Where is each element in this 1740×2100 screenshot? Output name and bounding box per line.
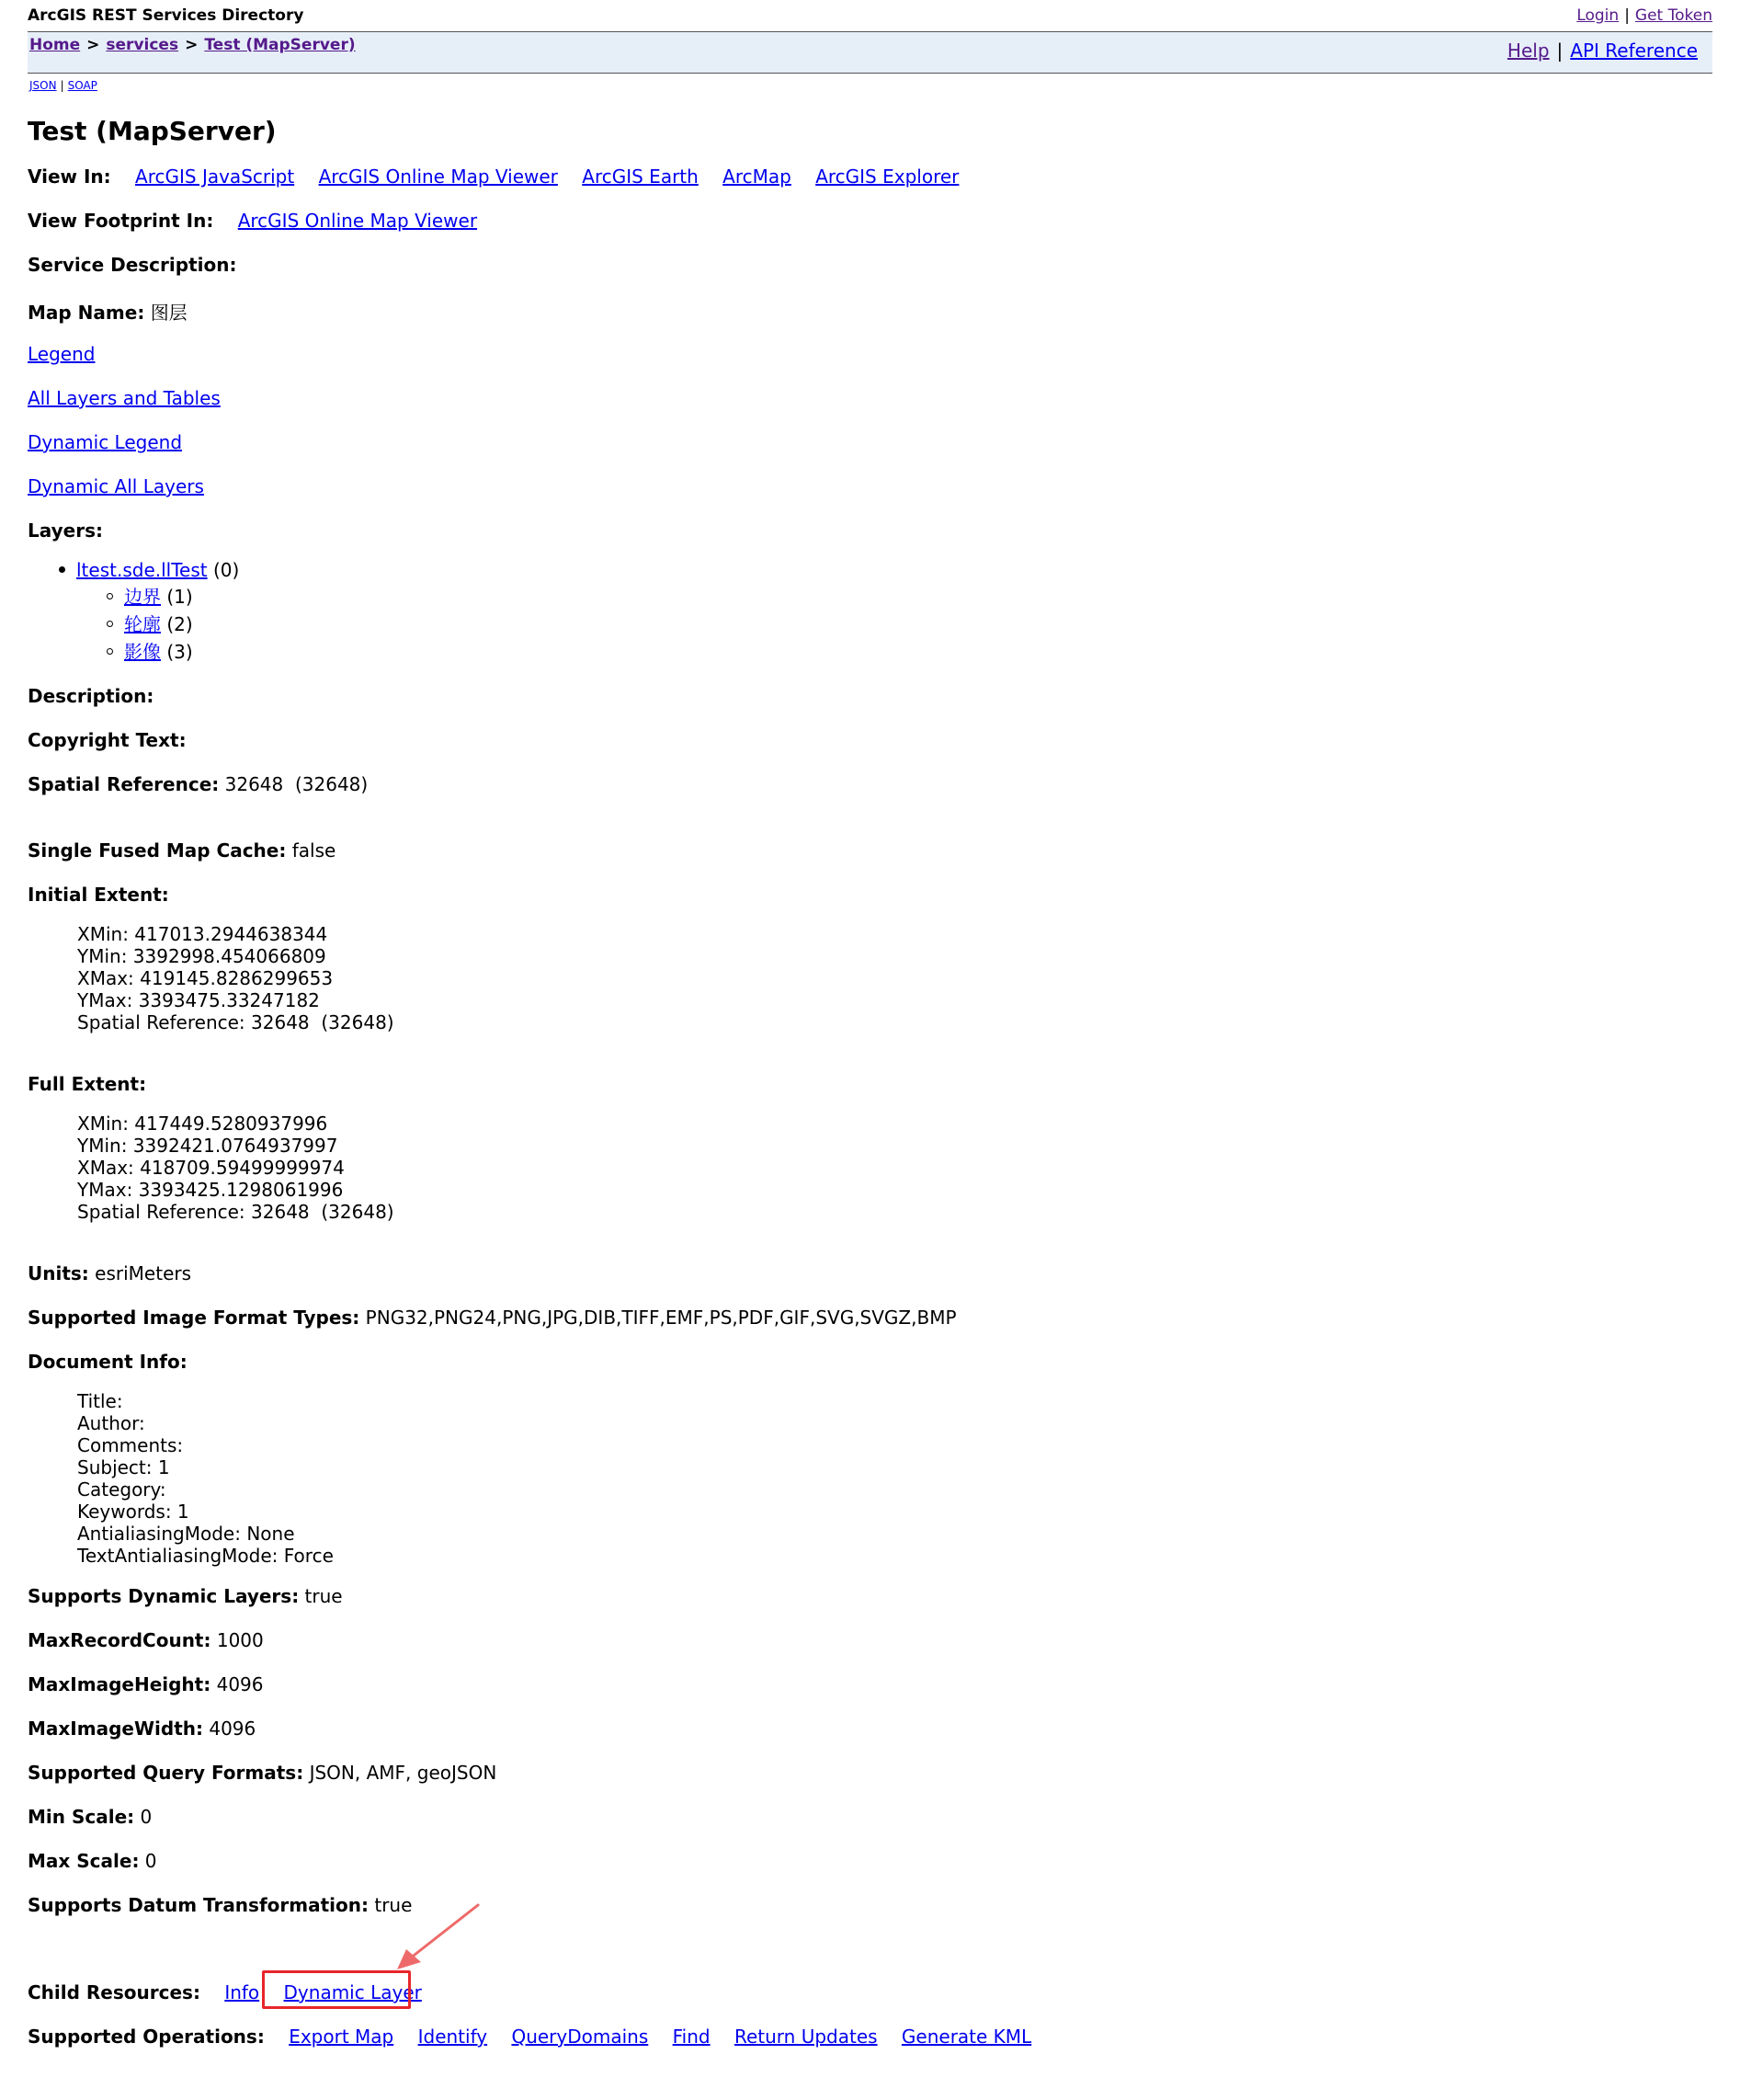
full-xmax: XMax: 418709.59499999974	[77, 1157, 345, 1179]
spatial-reference-row	[28, 773, 368, 795]
min-scale-value: 0	[140, 1806, 153, 1828]
document-info-values	[77, 1390, 334, 1567]
doc-title: Title:	[77, 1390, 123, 1412]
query-formats-label: Supported Query Formats:	[28, 1762, 304, 1784]
initial-extent-row	[28, 884, 169, 906]
layer-link-2[interactable]: 轮廓	[124, 613, 161, 635]
soap-link[interactable]: SOAP	[67, 79, 97, 92]
document-info-row	[28, 1351, 188, 1373]
nav-bar	[28, 32, 1712, 74]
layer-id: (1)	[166, 586, 193, 608]
layer-id: (3)	[166, 641, 193, 663]
initial-extent-values	[77, 923, 394, 1033]
info-link[interactable]: Info	[224, 1981, 260, 2003]
units-row	[28, 1262, 191, 1284]
dynamic-all-layers-row	[28, 475, 204, 497]
login-link[interactable]: Login	[1576, 6, 1620, 25]
image-formats-row	[28, 1307, 957, 1329]
query-formats-value: JSON, AMF, geoJSON	[309, 1762, 497, 1784]
dynamic-all-layers-link[interactable]: Dynamic All Layers	[28, 475, 204, 497]
full-ymin: YMin: 3392421.0764937997	[77, 1135, 338, 1157]
full-extent-values	[77, 1113, 394, 1223]
generate-kml-link[interactable]: Generate KML	[901, 2026, 1032, 2048]
footprint-online-map-viewer-link[interactable]: ArcGIS Online Map Viewer	[237, 210, 478, 232]
legend-link[interactable]: Legend	[28, 343, 96, 365]
supports-dynamic-layers-row	[28, 1585, 343, 1607]
view-in-arcgis-explorer-link[interactable]: ArcGIS Explorer	[815, 165, 960, 188]
copyright-row	[28, 729, 187, 751]
max-image-width-value: 4096	[209, 1718, 256, 1740]
arrow-icon	[386, 1901, 487, 1975]
max-record-count-value: 1000	[216, 1629, 264, 1651]
auth-links	[1576, 6, 1712, 25]
layer-link-0[interactable]: ltest.sde.llTest	[76, 559, 208, 581]
service-description-label: Service Description:	[28, 254, 237, 276]
spatial-reference-label: Spatial Reference:	[28, 773, 220, 795]
breadcrumb-arrow: >	[185, 36, 199, 54]
view-in-arcgis-javascript-link[interactable]: ArcGIS JavaScript	[135, 165, 295, 188]
layer-id: (2)	[166, 613, 193, 635]
breadcrumb-arrow: >	[86, 36, 100, 54]
single-fused-cache-value: false	[291, 839, 336, 862]
dynamic-layer-link[interactable]: Dynamic Layer	[283, 1981, 422, 2003]
legend-row	[28, 343, 95, 365]
image-formats-label: Supported Image Format Types:	[28, 1307, 360, 1329]
doc-antialiasing: AntialiasingMode: None	[77, 1523, 295, 1545]
doc-text-antialiasing: TextAntialiasingMode: Force	[77, 1545, 334, 1567]
supports-dynamic-layers-value: true	[304, 1585, 343, 1607]
help-links	[1507, 40, 1698, 62]
help-link[interactable]: Help	[1507, 40, 1550, 62]
view-in-online-map-viewer-link[interactable]: ArcGIS Online Map Viewer	[318, 165, 558, 188]
copyright-label: Copyright Text:	[28, 729, 187, 751]
initial-xmin: XMin: 417013.2944638344	[77, 923, 328, 945]
dynamic-legend-link[interactable]: Dynamic Legend	[28, 431, 183, 453]
breadcrumb-current[interactable]: Test (MapServer)	[204, 36, 356, 54]
layer-item	[107, 610, 193, 636]
max-image-width-label: MaxImageWidth:	[28, 1718, 203, 1740]
full-extent-row	[28, 1073, 146, 1095]
spatial-reference-value: 32648 (32648)	[224, 773, 369, 795]
view-in-arcgis-earth-link[interactable]: ArcGIS Earth	[582, 165, 699, 188]
view-in-row	[28, 165, 959, 188]
all-layers-link[interactable]: All Layers and Tables	[28, 387, 221, 409]
find-link[interactable]: Find	[672, 2026, 711, 2048]
return-updates-link[interactable]: Return Updates	[734, 2026, 878, 2048]
max-scale-row	[28, 1850, 157, 1872]
page-title: Test (MapServer)	[28, 116, 277, 146]
description-row	[28, 685, 154, 707]
supports-dynamic-layers-label: Supports Dynamic Layers:	[28, 1585, 300, 1607]
doc-comments: Comments:	[77, 1434, 184, 1456]
circle-bullet-icon	[107, 648, 113, 655]
directory-title: ArcGIS REST Services Directory	[28, 6, 304, 25]
layer-link-3[interactable]: 影像	[124, 641, 161, 663]
layers-row	[28, 519, 103, 542]
service-description-row	[28, 254, 236, 276]
single-fused-cache-label: Single Fused Map Cache:	[28, 839, 287, 862]
layer-item	[59, 559, 239, 581]
circle-bullet-icon	[107, 621, 113, 627]
link-separator: |	[1556, 40, 1564, 62]
disc-bullet-icon	[59, 566, 65, 573]
description-label: Description:	[28, 685, 154, 707]
full-ymax: YMax: 3393425.1298061996	[77, 1179, 344, 1201]
view-in-label: View In:	[28, 165, 111, 188]
document-info-label: Document Info:	[28, 1351, 188, 1373]
link-separator: |	[1624, 6, 1630, 25]
format-links	[29, 79, 97, 92]
supported-operations-row	[28, 2026, 1031, 2048]
annotation-highlight-box	[262, 1970, 411, 2009]
link-separator: |	[60, 79, 64, 92]
identify-link[interactable]: Identify	[417, 2026, 488, 2048]
units-label: Units:	[28, 1262, 89, 1284]
circle-bullet-icon	[107, 593, 113, 599]
map-name-label: Map Name:	[28, 302, 145, 324]
layer-item	[107, 637, 193, 664]
max-image-width-row	[28, 1718, 256, 1740]
breadcrumb-home[interactable]: Home	[29, 36, 81, 54]
map-name-row	[28, 298, 188, 325]
single-fused-cache-row	[28, 839, 335, 862]
api-reference-link[interactable]: API Reference	[1570, 40, 1698, 62]
max-image-height-value: 4096	[216, 1673, 264, 1695]
layer-link-1[interactable]: 边界	[124, 586, 161, 608]
json-link[interactable]: JSON	[29, 79, 57, 92]
initial-ymin: YMin: 3392998.454066809	[77, 945, 326, 967]
export-map-link[interactable]: Export Map	[289, 2026, 394, 2048]
breadcrumb-services[interactable]: services	[106, 36, 179, 54]
supported-operations-label: Supported Operations:	[28, 2026, 265, 2048]
initial-extent-label: Initial Extent:	[28, 884, 169, 906]
breadcrumb	[29, 36, 356, 54]
max-scale-value: 0	[144, 1850, 157, 1872]
layer-id: (0)	[212, 559, 240, 581]
doc-keywords: Keywords: 1	[77, 1501, 189, 1523]
child-resources-label: Child Resources:	[28, 1981, 200, 2003]
layer-item	[107, 582, 193, 609]
query-formats-row	[28, 1762, 496, 1784]
max-scale-label: Max Scale:	[28, 1850, 140, 1872]
min-scale-label: Min Scale:	[28, 1806, 135, 1828]
doc-subject: Subject: 1	[77, 1456, 170, 1478]
min-scale-row	[28, 1806, 152, 1828]
view-footprint-row	[28, 210, 477, 232]
all-layers-row	[28, 387, 221, 409]
query-domains-link[interactable]: QueryDomains	[511, 2026, 649, 2048]
layers-label: Layers:	[28, 519, 103, 542]
map-name-value: 图层	[150, 302, 188, 324]
doc-category: Category:	[77, 1478, 166, 1501]
full-xmin: XMin: 417449.5280937996	[77, 1113, 328, 1135]
datum-transformation-value: true	[374, 1894, 413, 1916]
dynamic-legend-row	[28, 431, 182, 453]
datum-transformation-label: Supports Datum Transformation:	[28, 1894, 369, 1916]
initial-ymax: YMax: 3393475.33247182	[77, 989, 320, 1011]
max-record-count-row	[28, 1629, 264, 1651]
units-value: esriMeters	[95, 1262, 192, 1284]
full-spatial-reference: Spatial Reference: 32648 (32648)	[77, 1201, 394, 1223]
image-formats-value: PNG32,PNG24,PNG,JPG,DIB,TIFF,EMF,PS,PDF,GIF,SVG,SVGZ,BMP	[365, 1307, 957, 1329]
view-footprint-label: View Footprint In:	[28, 210, 214, 232]
max-record-count-label: MaxRecordCount:	[28, 1629, 211, 1651]
initial-xmax: XMax: 419145.8286299653	[77, 967, 334, 989]
datum-transformation-row	[28, 1894, 412, 1916]
initial-spatial-reference: Spatial Reference: 32648 (32648)	[77, 1011, 394, 1033]
max-image-height-label: MaxImageHeight:	[28, 1673, 211, 1695]
view-in-arcmap-link[interactable]: ArcMap	[722, 165, 791, 188]
max-image-height-row	[28, 1673, 264, 1695]
doc-author: Author:	[77, 1412, 145, 1434]
full-extent-label: Full Extent:	[28, 1073, 147, 1095]
get-token-link[interactable]: Get Token	[1634, 6, 1712, 25]
